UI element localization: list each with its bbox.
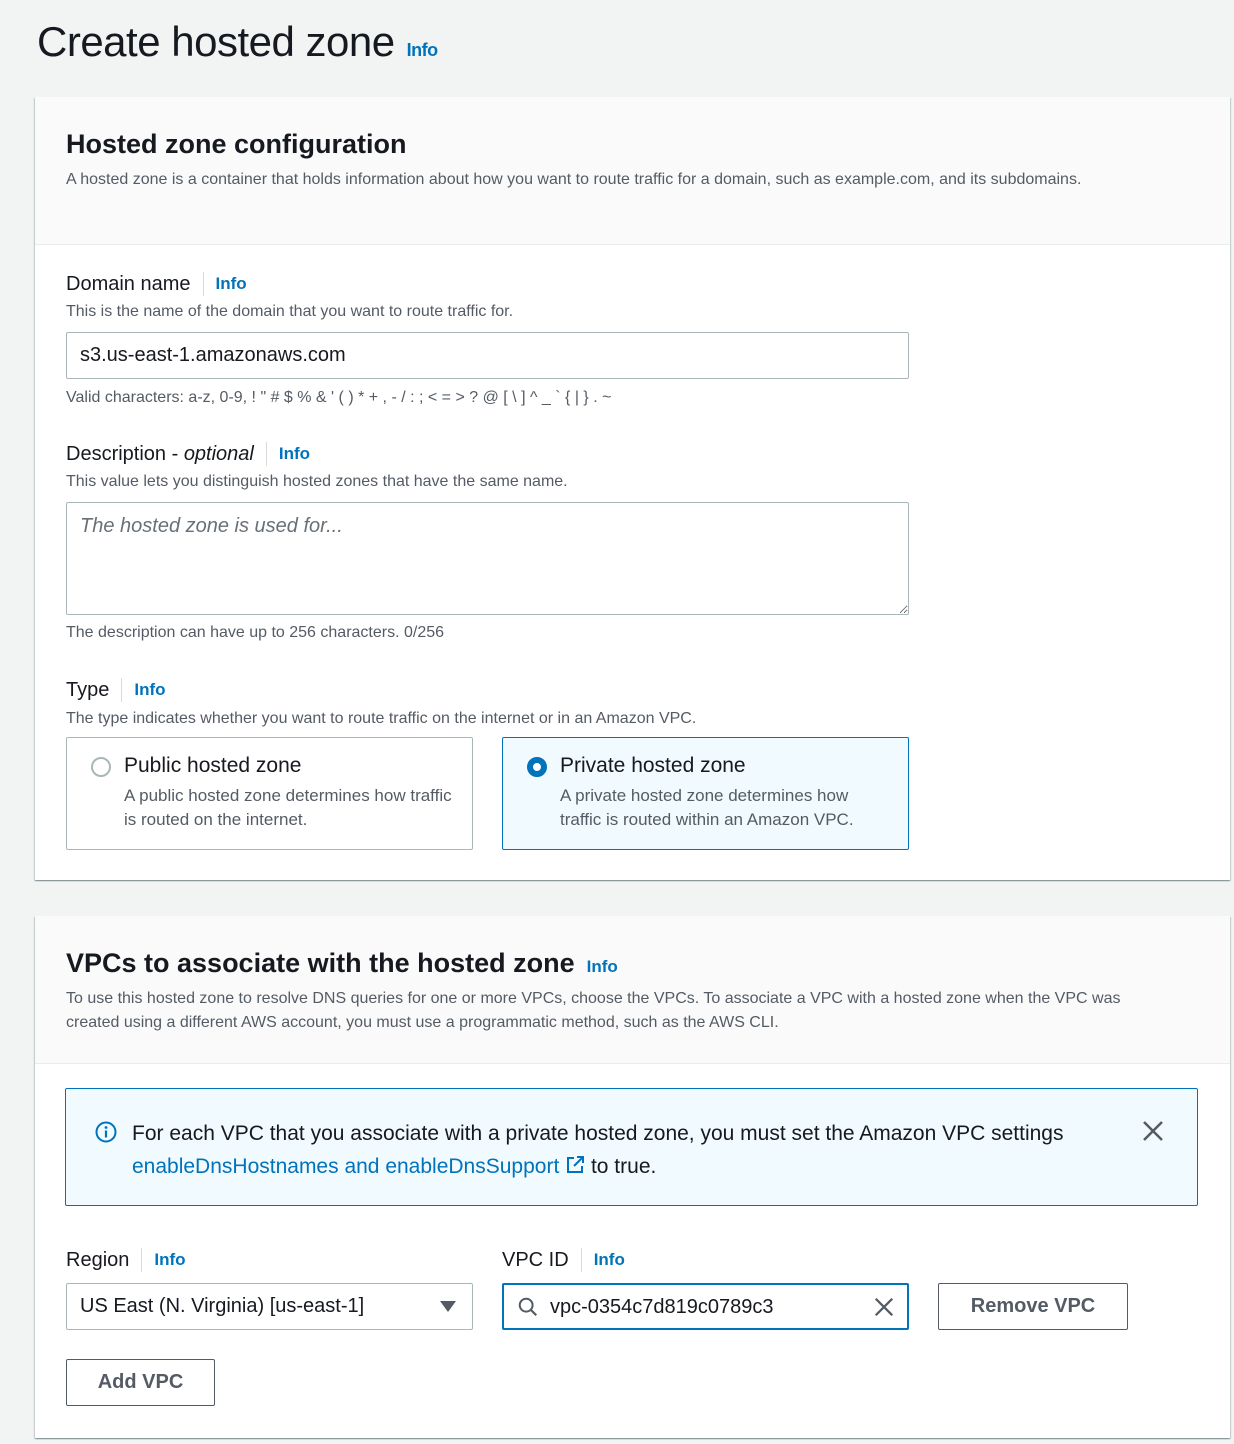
region-label-row bbox=[66, 1248, 186, 1272]
description-label bbox=[66, 443, 254, 466]
region-label: Region bbox=[66, 1248, 130, 1271]
config-panel-description: A hosted zone is a container that holds information about how you want to route traffic for a domain, such as example.com, and its subdomains. bbox=[66, 171, 1082, 188]
label-divider bbox=[581, 1248, 582, 1272]
close-icon[interactable] bbox=[1141, 1119, 1165, 1143]
search-icon bbox=[517, 1296, 539, 1318]
region-select-value: US East (N. Virginia) [us-east-1] bbox=[80, 1295, 365, 1317]
vpc-id-search-field[interactable] bbox=[502, 1283, 909, 1330]
label-divider bbox=[203, 272, 204, 296]
vpcs-panel-title-row bbox=[66, 948, 618, 979]
alert-message bbox=[132, 1117, 1092, 1183]
domain-name-input[interactable] bbox=[66, 332, 909, 379]
type-info-link[interactable]: Info bbox=[134, 680, 166, 699]
enable-dns-settings-link[interactable] bbox=[132, 1155, 585, 1178]
label-divider bbox=[141, 1248, 142, 1272]
region-select[interactable] bbox=[66, 1283, 473, 1330]
remove-vpc-button[interactable]: Remove VPC bbox=[938, 1283, 1128, 1330]
enable-dns-settings-link-text[interactable]: enableDnsHostnames and enableDnsSupport bbox=[132, 1155, 560, 1178]
page-title-text: Create hosted zone bbox=[37, 18, 395, 65]
description-label-text: Description - bbox=[66, 442, 184, 465]
vpcs-panel-description: To use this hosted zone to resolve DNS queries for one or more VPCs, choose the VPCs. To associate a VPC with a hosted zone when the VPC was created using a different AWS account, you must use a programmatic method, such as the AWS CLI. bbox=[66, 990, 1121, 1031]
page-title bbox=[37, 18, 438, 66]
add-vpc-button[interactable]: Add VPC bbox=[66, 1359, 215, 1406]
public-hosted-zone-option[interactable] bbox=[66, 737, 473, 850]
description-constraint: The description can have up to 256 characters. 0/256 bbox=[66, 624, 445, 641]
vpc-id-info-link[interactable]: Info bbox=[593, 1250, 625, 1269]
radio-button-unselected[interactable] bbox=[91, 757, 111, 777]
vpcs-panel bbox=[35, 916, 1230, 1438]
external-link-icon[interactable] bbox=[565, 1155, 585, 1175]
region-info-link[interactable]: Info bbox=[154, 1250, 186, 1269]
type-hint: The type indicates whether you want to route traffic on the internet or in an Amazon VPC. bbox=[66, 710, 697, 727]
alert-text-after: to true. bbox=[585, 1155, 657, 1178]
description-optional-label: optional bbox=[183, 442, 254, 465]
private-hosted-zone-option[interactable] bbox=[502, 737, 909, 850]
description-info-link[interactable]: Info bbox=[278, 444, 311, 463]
type-label-row bbox=[66, 678, 166, 702]
domain-name-label-row bbox=[66, 272, 247, 296]
vpc-id-label-row bbox=[502, 1248, 625, 1272]
clear-icon[interactable] bbox=[873, 1296, 895, 1318]
description-textarea[interactable] bbox=[66, 502, 909, 615]
vpc-id-input[interactable] bbox=[550, 1293, 850, 1321]
public-hosted-zone-title: Public hosted zone bbox=[124, 754, 302, 777]
type-label: Type bbox=[66, 678, 110, 701]
domain-name-constraint: Valid characters: a-z, 0-9, ! " # $ % & ' ( ) * + , - / : ; < = > ? @ [ \ ] ^ _ ` { | } . ~ bbox=[66, 389, 612, 406]
config-panel-title: Hosted zone configuration bbox=[66, 129, 407, 159]
domain-name-info-link[interactable]: Info bbox=[215, 274, 247, 293]
vpc-settings-info-alert bbox=[65, 1088, 1198, 1206]
vpcs-panel-header bbox=[35, 916, 1230, 1064]
vpcs-info-link[interactable]: Info bbox=[586, 957, 618, 976]
radio-button-selected[interactable] bbox=[527, 757, 547, 777]
description-label-row bbox=[66, 442, 310, 466]
hosted-zone-configuration-panel bbox=[35, 97, 1230, 880]
domain-name-hint: This is the name of the domain that you want to route traffic for. bbox=[66, 303, 514, 320]
config-panel-header bbox=[35, 97, 1230, 245]
private-hosted-zone-description: A private hosted zone determines how traffic is routed within an Amazon VPC. bbox=[560, 786, 854, 829]
domain-name-label: Domain name bbox=[66, 272, 191, 295]
alert-text-before: For each VPC that you associate with a private hosted zone, you must set the Amazon VPC settings bbox=[132, 1122, 1064, 1145]
vpc-id-label: VPC ID bbox=[502, 1248, 569, 1271]
description-hint: This value lets you distinguish hosted zones that have the same name. bbox=[66, 473, 568, 490]
info-circle-icon bbox=[95, 1121, 117, 1143]
vpcs-panel-title: VPCs to associate with the hosted zone bbox=[66, 948, 575, 978]
caret-down-icon bbox=[440, 1301, 456, 1312]
public-hosted-zone-description: A public hosted zone determines how traffic is routed on the internet. bbox=[124, 786, 452, 829]
label-divider bbox=[266, 442, 267, 466]
label-divider bbox=[121, 678, 122, 702]
page-info-link[interactable]: Info bbox=[406, 40, 438, 60]
private-hosted-zone-title: Private hosted zone bbox=[560, 754, 746, 777]
